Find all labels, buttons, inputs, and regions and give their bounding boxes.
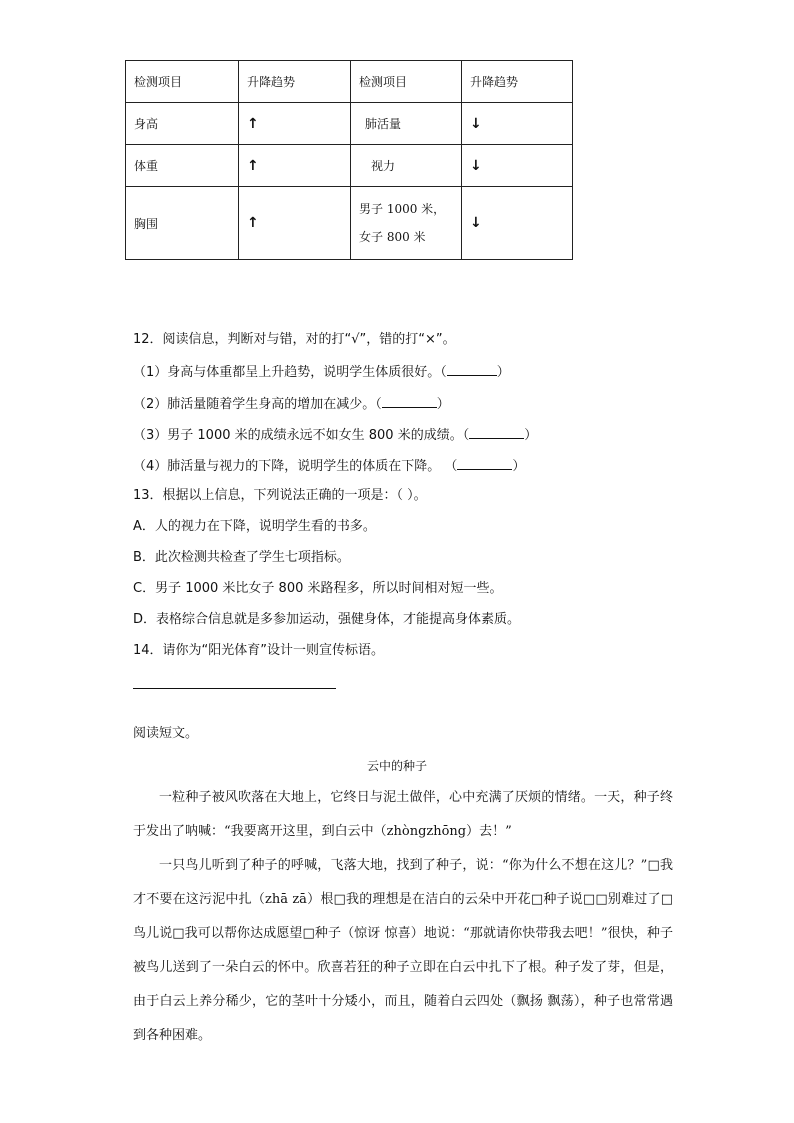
q12-item-text: （4）肺活量与视力的下降，说明学生的体质在下降。 （ [133, 459, 458, 474]
header-item-2: 检测项目 [351, 61, 462, 103]
answer-blank[interactable] [382, 393, 437, 408]
down-arrow-icon: ↓ [462, 187, 573, 260]
header-item-1: 检测项目 [126, 61, 239, 103]
q12-item-text: （2）肺活量随着学生身高的增加在减少。（ [133, 397, 382, 412]
up-arrow-icon: ↑ [239, 187, 351, 260]
q12-item-1 [133, 361, 510, 383]
q14-prompt: 14．请你为“阳光体育”设计一则宣传标语。 [133, 643, 385, 658]
story-paragraph-1: 一粒种子被风吹落在大地上，它终日与泥土做伴，心中充满了厌烦的情绪。一天，种子终于发出了呐喊：“我要离开这里，到白云中（zhòngzhōng）去！” [133, 790, 673, 839]
story-title: 云中的种子 [366, 759, 427, 773]
up-arrow-icon: ↑ [239, 103, 351, 145]
header-trend-2: 升降趋势 [462, 61, 573, 103]
q13-option-b[interactable]: B．此次检测共检查了学生七项指标。 [133, 550, 350, 565]
answer-blank[interactable] [447, 361, 497, 376]
down-arrow-icon: ↓ [462, 145, 573, 187]
table-row [126, 187, 573, 260]
table-cell-item [351, 187, 462, 260]
q12-item-close: ） [436, 397, 450, 412]
up-arrow-icon: ↑ [239, 145, 351, 187]
q12-item-2 [133, 393, 450, 415]
answer-blank[interactable] [457, 455, 512, 470]
q12-item-close: ） [496, 365, 510, 380]
q14-answer-line[interactable] [133, 688, 336, 689]
table-cell-item: 体重 [126, 145, 239, 187]
q12-item-text: （3）男子 1000 米的成绩永远不如女生 800 米的成绩。（ [133, 428, 470, 443]
table-cell-item: 胸围 [126, 187, 239, 260]
table-cell-item: 肺活量 [351, 103, 462, 145]
fitness-table [125, 60, 573, 260]
reading-intro: 阅读短文。 [133, 726, 199, 741]
header-trend-1: 升降趋势 [239, 61, 351, 103]
q12-item-4 [133, 455, 525, 477]
story-body [133, 781, 673, 1053]
q12-item-close: ） [512, 459, 526, 474]
table-cell-item: 视力 [351, 145, 462, 187]
q13-option-a[interactable]: A．人的视力在下降，说明学生看的书多。 [133, 519, 376, 534]
table-row [126, 103, 573, 145]
q13-option-c[interactable]: C．男子 1000 米比女子 800 米路程多，所以时间相对短一些。 [133, 581, 503, 596]
q13-prompt: 13．根据以上信息，下列说法正确的一项是：（ ）。 [133, 488, 427, 503]
run-item-line-2: 女子 800 米 [359, 230, 426, 244]
table-row [126, 145, 573, 187]
down-arrow-icon: ↓ [462, 103, 573, 145]
story-paragraph-2: 一只鸟儿听到了种子的呼喊，飞落大地，找到了种子，说：“你为什么不想在这儿？”□我才不要在这污泥中扎（zhā zā）根□我的理想是在洁白的云朵中开花□种子说□□别难过了□鸟儿说□我可以帮你达成愿望□种子（惊讶 惊喜）地说：“那就请你快带我去吧！”很快，种子被鸟儿送到了一朵白云的怀中。欣喜若狂的种子立即在白云中扎下了根。种子发了芽，但是，由于白云上养分稀少，它的茎叶十分矮小，而且，随着白云四处（飘扬 飘荡），种子也常常遇到各种困难。 [133, 858, 673, 1043]
table-cell-item: 身高 [126, 103, 239, 145]
q13-option-d[interactable]: D．表格综合信息就是多参加运动，强健身体，才能提高身体素质。 [133, 612, 521, 627]
run-item-line-1: 男子 1000 米， [359, 202, 446, 216]
table-header-row [126, 61, 573, 103]
q12-prompt: 12．阅读信息，判断对与错，对的打“√”，错的打“×”。 [133, 332, 456, 347]
q12-item-3 [133, 424, 537, 446]
q12-item-close: ） [524, 428, 538, 443]
answer-blank[interactable] [469, 424, 524, 439]
q12-item-text: （1）身高与体重都呈上升趋势，说明学生体质很好。（ [133, 365, 447, 380]
